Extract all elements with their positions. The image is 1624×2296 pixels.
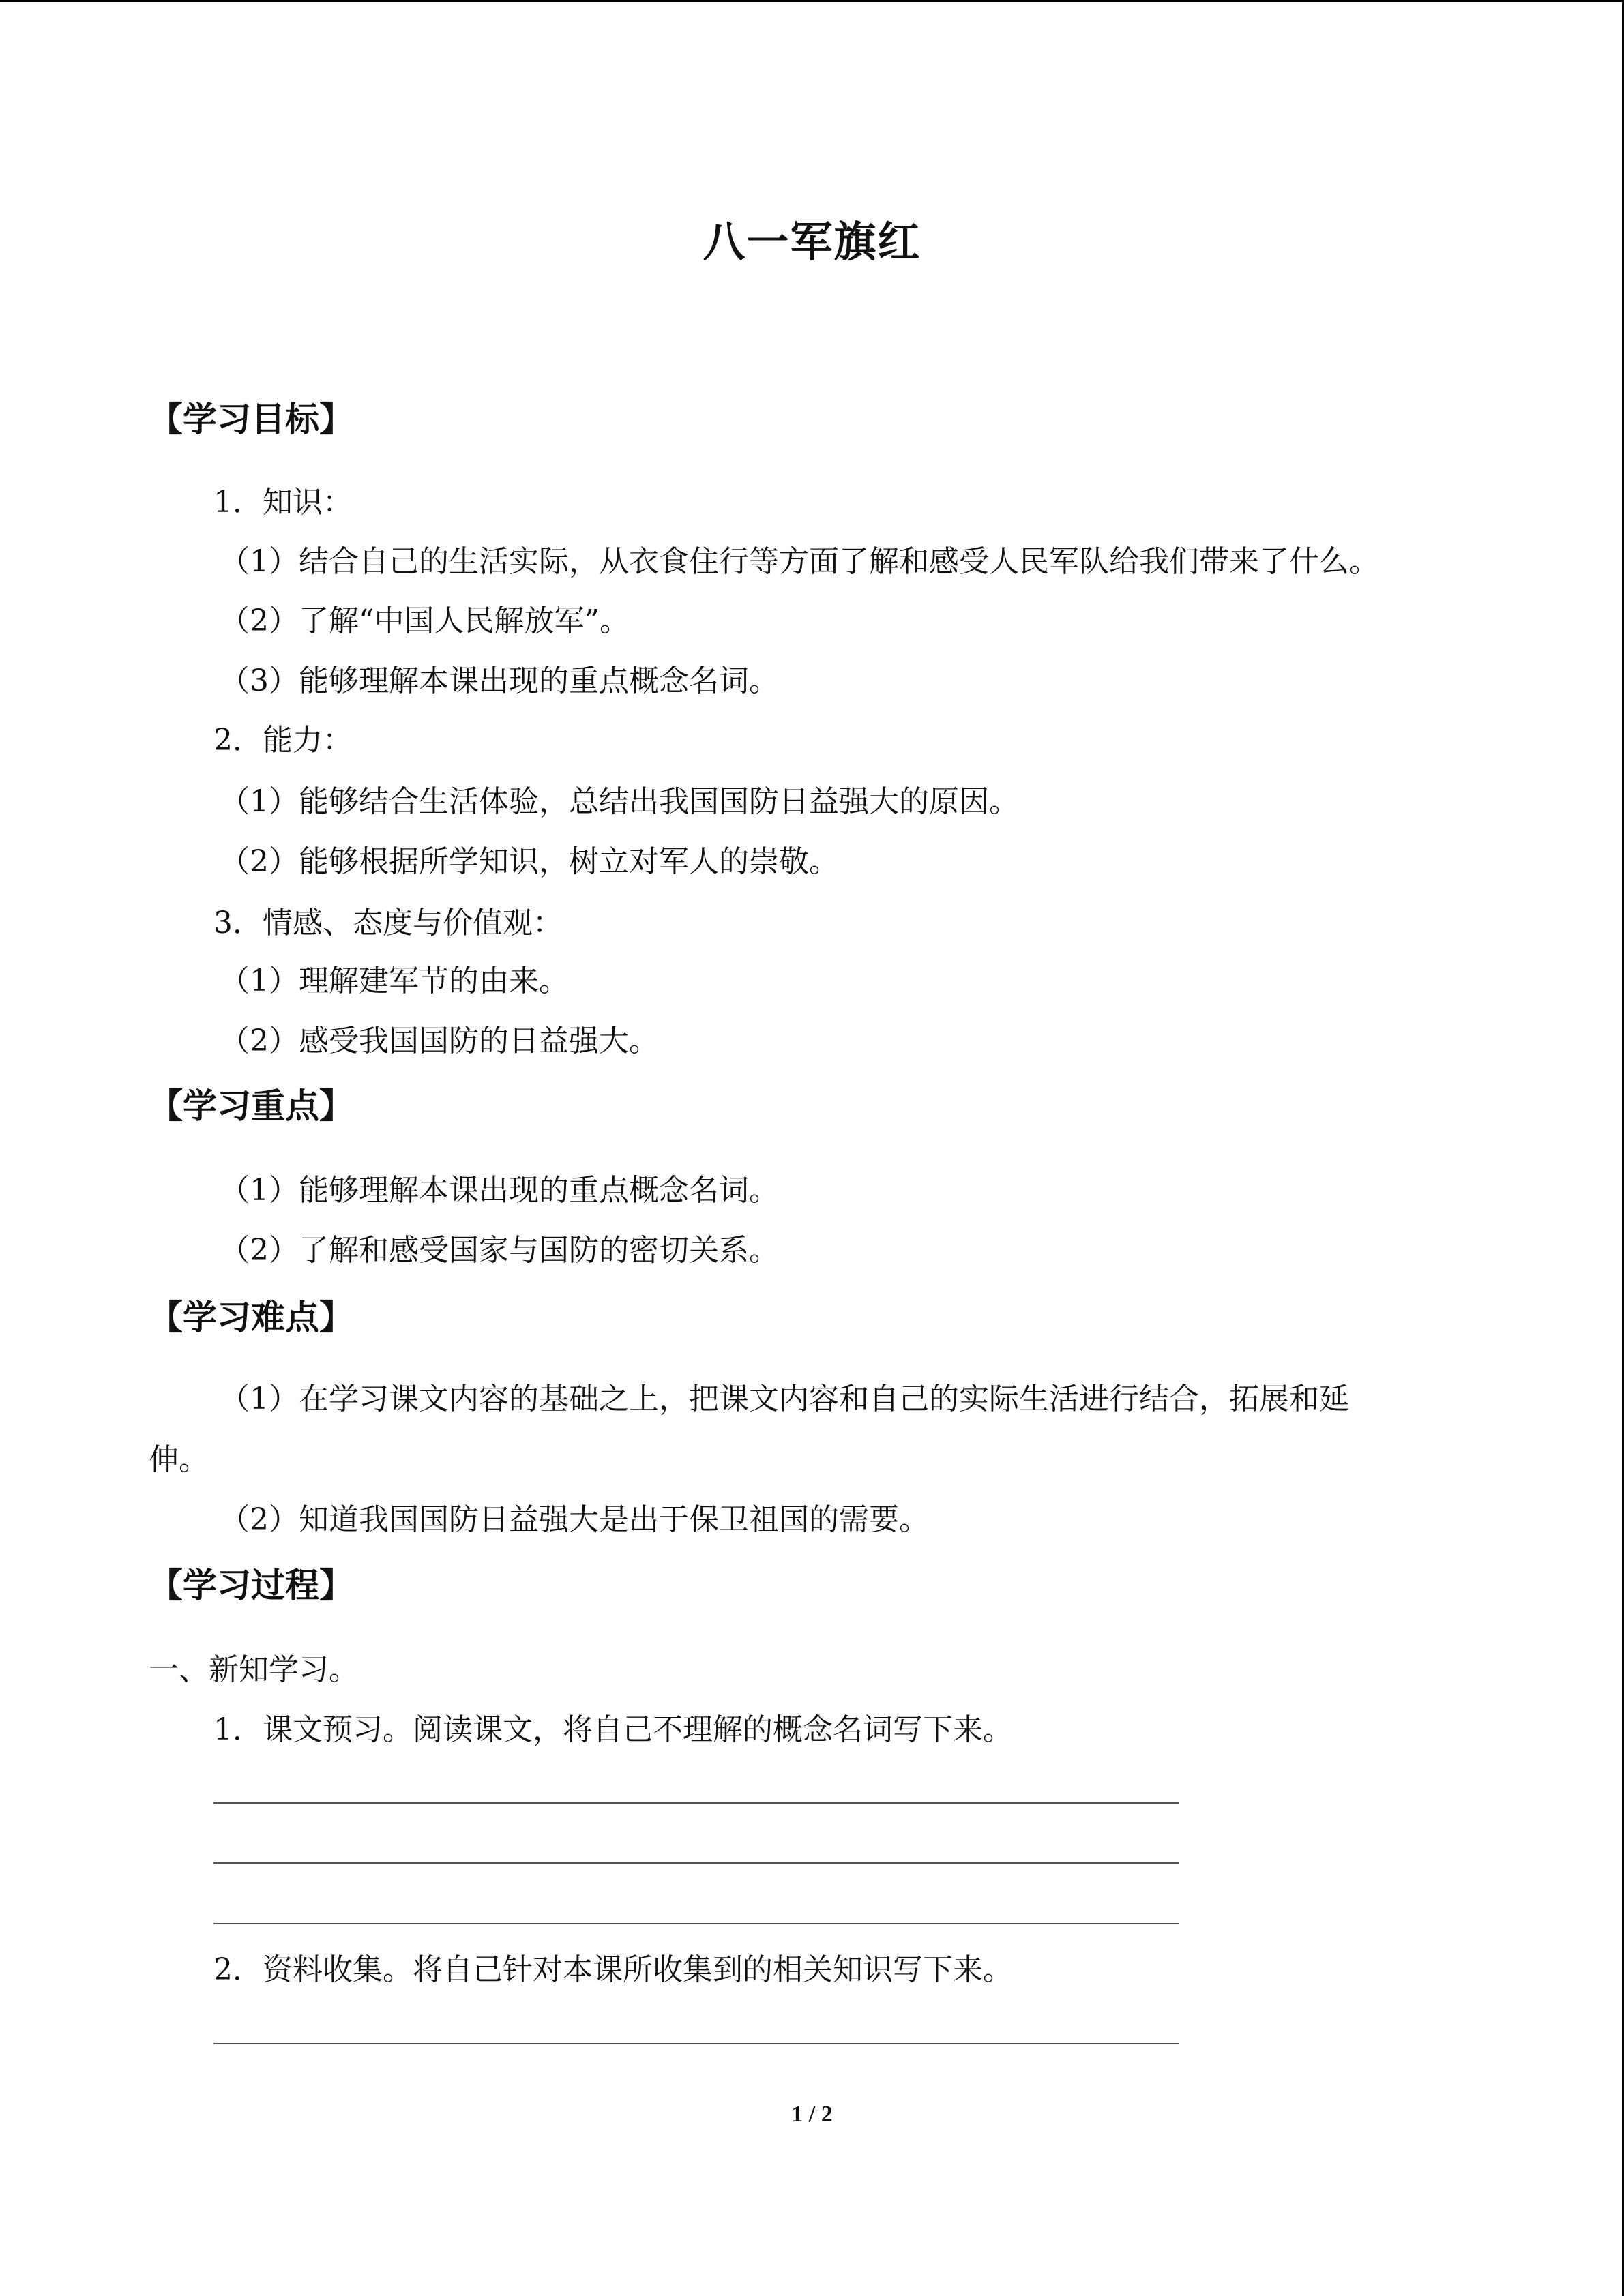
page-number: 1 / 2 [791, 2102, 833, 2127]
emotion-item: （1）理解建军节的由来。 [220, 964, 569, 998]
answer-blank-line[interactable] [213, 2043, 1179, 2044]
heading-objectives: 【学习目标】 [149, 400, 353, 439]
heading-difficulties: 【学习难点】 [149, 1298, 353, 1337]
emotion-item: （2）感受我国国防的日益强大。 [220, 1024, 659, 1058]
difficulty-item-line2: 伸。 [149, 1442, 209, 1477]
knowledge-item: （2）了解“中国人民解放军”。 [220, 603, 630, 638]
knowledge-item: （1）结合自己的生活实际，从衣食住行等方面了解和感受人民军队给我们带来了什么。 [220, 544, 1379, 579]
document-title: 八一军旗红 [703, 217, 921, 267]
process-task-two: 2．资料收集。将自己针对本课所收集到的相关知识写下来。 [213, 1952, 1013, 1987]
ability-item: （1）能够结合生活体验，总结出我国国防日益强大的原因。 [220, 784, 1019, 819]
knowledge-item: （3）能够理解本课出现的重点概念名词。 [220, 664, 779, 698]
answer-blank-line[interactable] [213, 1862, 1179, 1864]
heading-process: 【学习过程】 [149, 1566, 353, 1605]
difficulty-item: （2）知道我国国防日益强大是出于保卫祖国的需要。 [220, 1502, 929, 1537]
heading-key-points: 【学习重点】 [149, 1086, 353, 1126]
answer-blank-line[interactable] [213, 1802, 1179, 1804]
answer-blank-line[interactable] [213, 1923, 1179, 1924]
key-point-item: （2）了解和感受国家与国防的密切关系。 [220, 1233, 779, 1268]
key-point-item: （1）能够理解本课出现的重点概念名词。 [220, 1173, 779, 1208]
ability-item: （2）能够根据所学知识，树立对军人的崇敬。 [220, 844, 839, 879]
ability-label: 2．能力： [213, 723, 353, 758]
knowledge-label: 1．知识： [213, 485, 353, 520]
process-task-one: 1．课文预习。阅读课文，将自己不理解的概念名词写下来。 [213, 1712, 1013, 1747]
emotion-label: 3．情感、态度与价值观： [213, 906, 563, 940]
difficulty-item-line1: （1）在学习课文内容的基础之上，把课文内容和自己的实际生活进行结合，拓展和延 [220, 1382, 1349, 1416]
process-part-one: 一、新知学习。 [149, 1652, 359, 1687]
